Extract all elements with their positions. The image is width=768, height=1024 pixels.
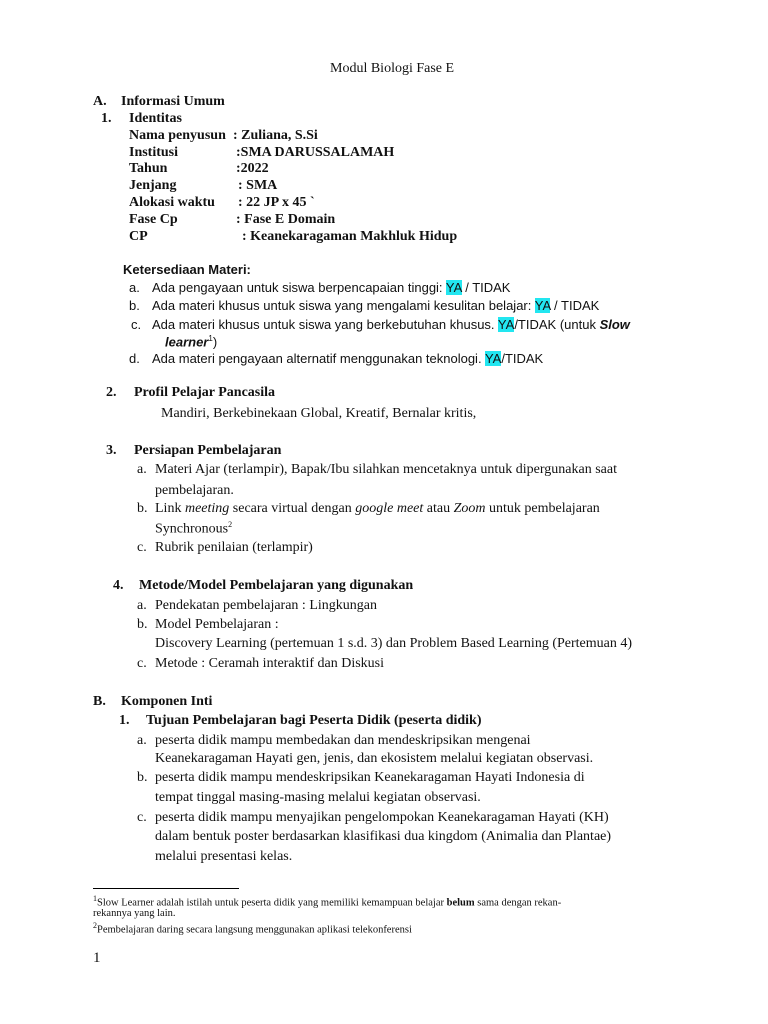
tujuan-item-a-line2: Keanekaragaman Hayati gen, jenis, dan ekosistem melalui kegiatan observasi. xyxy=(155,751,594,766)
tujuan-item-b-line2: tempat tinggal masing-masing melalui kegiatan observasi. xyxy=(155,790,481,805)
tujuan-item-c-line2: dalam bentuk poster berdasarkan klasifikasi dua kingdom (Animalia dan Plantae) xyxy=(155,829,612,844)
page-number: 1 xyxy=(93,950,101,966)
metode-item-b: Model Pembelajaran : xyxy=(155,617,279,632)
persiapan-item-c: Rubrik penilaian (terlampir) xyxy=(155,540,313,555)
tidak-text-b: / TIDAK xyxy=(550,298,600,313)
profil-number: 2. xyxy=(106,385,117,400)
footnote-1 xyxy=(93,894,561,909)
ketersediaan-text-a: Ada pengayaan untuk siswa berpencapaian tinggi: xyxy=(152,280,446,295)
ketersediaan-item-c-line2 xyxy=(165,334,217,349)
metode-item-c: Metode : Ceramah interaktif dan Diskusi xyxy=(155,656,384,671)
ketersediaan-marker-d: d. xyxy=(129,351,140,366)
ketersediaan-text-c: Ada materi khusus untuk siswa yang berkebutuhan khusus. xyxy=(152,317,498,332)
tujuan-marker-b: b. xyxy=(137,770,148,785)
tujuan-marker-a: a. xyxy=(137,733,147,748)
identitas-value-fase: : Fase E Domain xyxy=(236,212,336,227)
ketersediaan-item-c xyxy=(152,317,630,332)
persiapan-item-b-line2 xyxy=(155,520,232,538)
identitas-value-institusi: :SMA DARUSSALAMAH xyxy=(236,145,395,160)
metode-title: Metode/Model Pembelajaran yang digunakan xyxy=(139,578,414,593)
identitas-value-penyusun: : Zuliana, S.Si xyxy=(233,128,318,143)
tidak-text-d: /TIDAK xyxy=(501,351,544,366)
footnote-2 xyxy=(93,921,412,936)
tujuan-item-b: peserta didik mampu mendeskripsikan Keanekaragaman Hayati Indonesia di xyxy=(155,770,585,785)
ketersediaan-text-d: Ada materi pengayaan alternatif menggunakan teknologi. xyxy=(152,351,485,366)
section-a-title: Informasi Umum xyxy=(121,94,225,109)
slow-italic: Slow xyxy=(599,317,630,332)
identitas-label-alokasi: Alokasi waktu xyxy=(129,195,215,210)
profil-text: Mandiri, Berkebinekaan Global, Kreatif, Bernalar kritis, xyxy=(161,406,477,421)
document-title: Modul Biologi Fase E xyxy=(330,61,455,76)
footnote-1-text: Slow Learner adalah istilah untuk peserta didik yang memiliki kemampuan belajar xyxy=(97,897,447,909)
ketersediaan-item-a xyxy=(152,280,510,295)
link-text: Link xyxy=(155,501,185,516)
tujuan-title: Tujuan Pembelajaran bagi Peserta Didik (peserta didik) xyxy=(146,713,482,728)
metode-item-a: Pendekatan pembelajaran : Lingkungan xyxy=(155,598,377,613)
metode-marker-c: c. xyxy=(137,656,147,671)
identitas-value-jenjang: : SMA xyxy=(238,178,278,193)
identitas-title: Identitas xyxy=(129,111,182,126)
tujuan-number: 1. xyxy=(119,713,130,728)
identitas-label-tahun: Tahun xyxy=(129,161,168,176)
identitas-value-cp: : Keanekaragaman Makhluk Hidup xyxy=(242,229,458,244)
meeting-italic: meeting xyxy=(184,501,230,516)
footnote-1-line2: rekannya yang lain. xyxy=(93,908,176,919)
identitas-value-alokasi: : 22 JP x 45 ` xyxy=(238,195,315,210)
ya-highlight-d: YA xyxy=(484,351,502,366)
section-b-label: B. xyxy=(93,694,106,709)
tidak-text-c: /TIDAK (untuk xyxy=(514,317,600,332)
identitas-label-jenjang: Jenjang xyxy=(129,178,177,193)
tujuan-item-c-line3: melalui presentasi kelas. xyxy=(155,849,293,864)
metode-item-b-line2: Discovery Learning (pertemuan 1 s.d. 3) dan Problem Based Learning (Pertemuan 4) xyxy=(155,636,633,651)
tujuan-marker-c: c. xyxy=(137,810,147,825)
footnote-2-text: Pembelajaran daring secara langsung menggunakan aplikasi telekonferensi xyxy=(97,924,412,936)
identitas-value-tahun: :2022 xyxy=(236,161,269,176)
section-a-label: A. xyxy=(93,94,107,109)
persiapan-item-a: Materi Ajar (terlampir), Bapak/Ibu silahkan mencetaknya untuk dipergunakan saat xyxy=(155,462,617,477)
section-b-title: Komponen Inti xyxy=(121,694,213,709)
tujuan-item-c: peserta didik mampu menyajikan pengelompokan Keanekaragaman Hayati (KH) xyxy=(155,810,609,825)
zoom-italic: Zoom xyxy=(453,501,486,516)
virtual-text: secara virtual dengan xyxy=(229,501,356,516)
persiapan-number: 3. xyxy=(106,443,117,458)
footnote-2-number: 2 xyxy=(93,921,97,930)
persiapan-marker-b: b. xyxy=(137,501,148,516)
footnote-ref-1: 1 xyxy=(208,334,213,343)
footnote-1-bold: belum xyxy=(446,897,475,909)
identitas-label-cp: CP xyxy=(129,229,148,244)
ketersediaan-title: Ketersediaan Materi: xyxy=(123,262,251,277)
synchronous-text: Synchronous xyxy=(155,521,229,537)
footnote-ref-2: 2 xyxy=(228,520,233,529)
metode-number: 4. xyxy=(113,578,124,593)
ya-highlight-a: YA xyxy=(445,280,462,295)
ya-highlight-b: YA xyxy=(534,298,551,313)
ketersediaan-text-b: Ada materi khusus untuk siswa yang mengalami kesulitan belajar: xyxy=(152,298,535,313)
close-paren: ) xyxy=(212,334,218,350)
ketersediaan-item-d xyxy=(152,351,543,366)
persiapan-title: Persiapan Pembelajaran xyxy=(134,443,282,458)
persiapan-item-b xyxy=(155,501,600,517)
identitas-number: 1. xyxy=(101,111,112,126)
metode-marker-a: a. xyxy=(137,598,147,613)
footnote-1-number: 1 xyxy=(93,894,97,903)
google-meet-italic: google meet xyxy=(355,501,424,516)
learner-italic: learner xyxy=(165,334,209,350)
tidak-text-a: / TIDAK xyxy=(461,280,511,295)
ketersediaan-marker-a: a. xyxy=(129,280,140,295)
footnote-separator xyxy=(93,888,239,889)
tujuan-item-a: peserta didik mampu membedakan dan mendeskripsikan mengenai xyxy=(155,733,531,748)
metode-marker-b: b. xyxy=(137,617,148,632)
ketersediaan-marker-b: b. xyxy=(129,298,140,313)
profil-title: Profil Pelajar Pancasila xyxy=(134,385,276,400)
untuk-text: untuk pembelajaran xyxy=(485,501,600,516)
ya-highlight-c: YA xyxy=(497,317,515,332)
identitas-label-fase: Fase Cp xyxy=(129,212,178,227)
persiapan-marker-a: a. xyxy=(137,462,147,477)
persiapan-marker-c: c. xyxy=(137,540,147,555)
footnote-1-text-end: sama dengan rekan- xyxy=(474,897,562,909)
persiapan-item-a-line2: pembelajaran. xyxy=(155,483,234,498)
identitas-label-institusi: Institusi xyxy=(129,145,179,160)
ketersediaan-marker-c: c. xyxy=(131,317,142,332)
atau-text: atau xyxy=(423,501,454,516)
identitas-label-penyusun: Nama penyusun xyxy=(129,128,226,143)
ketersediaan-item-b xyxy=(152,298,599,313)
